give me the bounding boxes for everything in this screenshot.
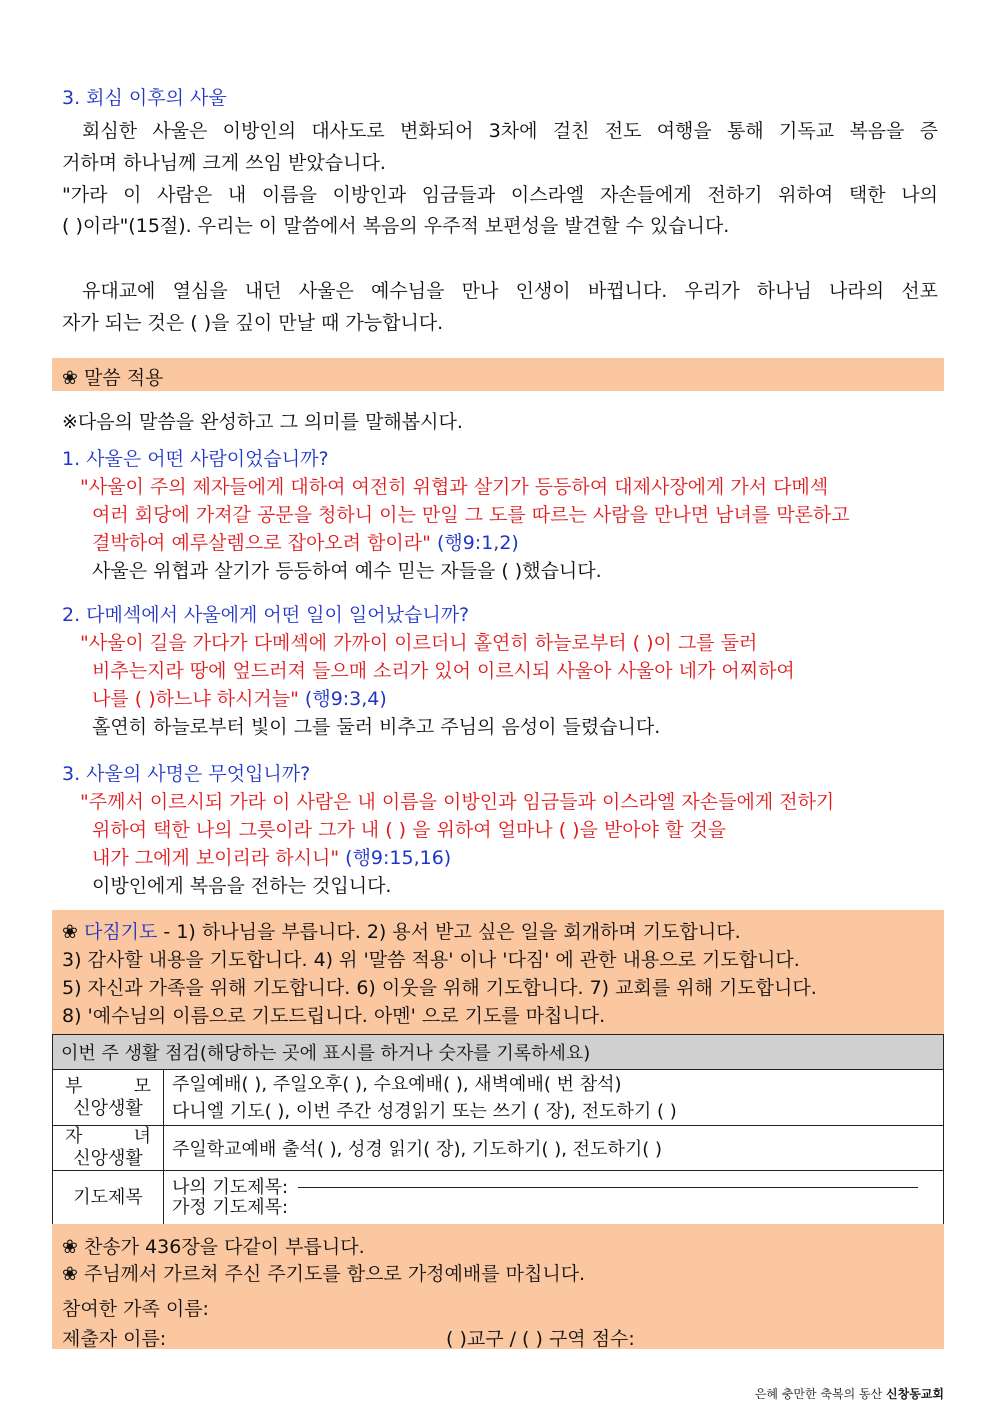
verse-line (92, 684, 387, 711)
check-line[interactable]: 다니엘 기도( ), 이번 주간 성경읽기 또는 쓰기 ( 장), 전도하기 ( ) (172, 1100, 677, 1122)
verse-reference: (행9:15,16) (345, 847, 452, 869)
paragraph-line: 자가 되는 것은 ( )을 깊이 만날 때 가능합니다. (62, 312, 444, 334)
verse-line: 위하여 택한 나의 그릇이라 그가 내 ( ) 을 위하여 얼마나 ( )을 받아야 할 것을 (92, 819, 727, 841)
check-line[interactable]: 주일학교예배 출석( ), 성경 읽기( 장), 기도하기( ), 전도하기( ) (164, 1126, 944, 1171)
prayer-text: - 1) 하나님을 부릅니다. 2) 용서 받고 싶은 일을 회개하며 기도합니다. (157, 921, 741, 943)
verse-text: 나를 ( )하느냐 하시거늘" (92, 688, 299, 710)
prayer-line (62, 917, 741, 944)
application-header: ❀ 말씀 적용 (62, 367, 164, 389)
answer-line: 이방인에게 복음을 전하는 것입니다. (92, 875, 392, 897)
table-row (53, 1126, 944, 1171)
question-2: 2. 다메섹에서 사울에게 어떤 일이 일어났습니까? (62, 604, 470, 626)
church-name: 신창동교회 (886, 1387, 944, 1401)
verse-line (92, 528, 519, 555)
label-part: 신앙생활 (73, 1148, 143, 1169)
family-names-field[interactable]: 참여한 가족 이름: (62, 1298, 209, 1320)
hymn-line: ❀ 찬송가 436장을 다같이 부릅니다. (62, 1236, 365, 1258)
prayer-line: 8) '예수님의 이름으로 기도드립니다. 아멘' 으로 기도를 마칩니다. (62, 1005, 606, 1027)
flower-icon: ❀ (62, 921, 78, 943)
answer-line: 홀연히 하늘로부터 빛이 그를 둘러 비추고 주님의 음성이 들렸습니다. (92, 716, 661, 738)
footer-slogan: 은혜 충만한 축복의 동산 (754, 1387, 883, 1401)
prayer-topic-line[interactable] (172, 1178, 935, 1198)
prayer-label: 다짐기도 (83, 921, 158, 943)
verse-line: 비추는지라 땅에 엎드러져 들으매 소리가 있어 이르시되 사울아 사울아 네가 어찌하여 (92, 660, 795, 682)
label-part: 부 (65, 1075, 83, 1097)
question-3: 3. 사울의 사명은 무엇입니까? (62, 763, 311, 785)
row-label: 기도제목 (53, 1171, 164, 1225)
verse-reference: (행9:1,2) (436, 532, 519, 554)
write-line[interactable] (298, 1187, 918, 1188)
table-header: 이번 주 생활 점검(해당하는 곳에 표시를 하거나 숫자를 기록하세요) (53, 1035, 944, 1070)
label-part: 녀 (133, 1126, 151, 1147)
verse-line (92, 843, 451, 870)
verse-text: 내가 그에게 보이리라 하시니" (92, 847, 340, 869)
row-label (53, 1126, 164, 1171)
paragraph-line: 거하며 하나님께 크게 쓰임 받았습니다. (62, 152, 386, 174)
verse-text: 결박하여 예루살렘으로 잡아오려 함이라" (92, 532, 431, 554)
footer (755, 1385, 944, 1402)
answer-line: 사울은 위협과 살기가 등등하여 예수 믿는 자들을 ( )했습니다. (92, 560, 602, 582)
prayer-line: 3) 감사할 내용을 기도합니다. 4) 위 '말씀 적용' 이나 '다짐' 에 관한 내용으로 기도합니다. (62, 949, 800, 971)
table-row (53, 1070, 944, 1126)
row-content[interactable] (164, 1070, 944, 1126)
check-line[interactable]: 주일예배( ), 주일오후( ), 수요예배( ), 새벽예배( 번 참석) (172, 1073, 622, 1095)
row-label (53, 1070, 164, 1126)
application-header-band (52, 358, 944, 391)
submitter-field[interactable]: 제출자 이름: (62, 1328, 167, 1350)
paragraph-line: 회심한 사울은 이방인의 대사도로 변화되어 3차에 걸친 전도 여행을 통해 기독교 복음을 증 (82, 120, 938, 142)
prayer-line: 5) 자신과 가족을 위해 기도합니다. 6) 이웃을 위해 기도합니다. 7) 교회를 위해 기도합니다. (62, 977, 817, 999)
label-part: 자 (65, 1126, 83, 1147)
paragraph-line: ( )이라"(15절). 우리는 이 말씀에서 복음의 우주적 보편성을 발견할 수 있습니다. (62, 215, 730, 237)
verse-line: "주께서 이르시되 가라 이 사람은 내 이름을 이방인과 임금들과 이스라엘 자손들에게 전하기 (80, 791, 835, 813)
verse-line: "사울이 길을 가다가 다메섹에 가까이 이르더니 홀연히 하늘로부터 ( )이 그를 둘러 (80, 632, 758, 654)
closing-band (52, 1224, 944, 1349)
table-row (53, 1171, 944, 1225)
family-prayer-label[interactable]: 가정 기도제목: (172, 1196, 289, 1218)
paragraph-line: 유대교에 열심을 내던 사울은 예수님을 만나 인생이 바뀝니다. 우리가 하나님 나라의 선포 (82, 280, 938, 302)
lords-prayer-line: ❀ 주님께서 가르쳐 주신 주기도를 함으로 가정예배를 마칩니다. (62, 1263, 586, 1285)
row-content[interactable] (164, 1171, 944, 1225)
verse-line: 여러 회당에 가져갈 공문을 청하니 이는 만일 그 도를 따르는 사람을 만나면 남녀를 막론하고 (92, 504, 850, 526)
question-1: 1. 사울은 어떤 사람이었습니까? (62, 448, 329, 470)
verse-line: "사울이 주의 제자들에게 대하여 여전히 위협과 살기가 등등하여 대제사장에게 가서 다메섹 (80, 476, 829, 498)
verse-reference: (행9:3,4) (304, 688, 387, 710)
prayer-band (52, 910, 944, 1034)
paragraph-line: "가라 이 사람은 내 이름을 이방인과 임금들과 이스라엘 자손들에게 전하기 위하여 택한 나의 (62, 184, 938, 206)
my-prayer-label: 나의 기도제목: (172, 1176, 289, 1198)
label-part: 모 (133, 1075, 151, 1097)
district-field[interactable]: ( )교구 / ( ) 구역 점수: (446, 1328, 635, 1350)
instruction: ※다음의 말씀을 완성하고 그 의미를 말해봅시다. (62, 411, 463, 433)
life-check-table (52, 1034, 944, 1225)
section-title: 3. 회심 이후의 사울 (62, 87, 227, 109)
label-part: 신앙생활 (73, 1097, 143, 1119)
